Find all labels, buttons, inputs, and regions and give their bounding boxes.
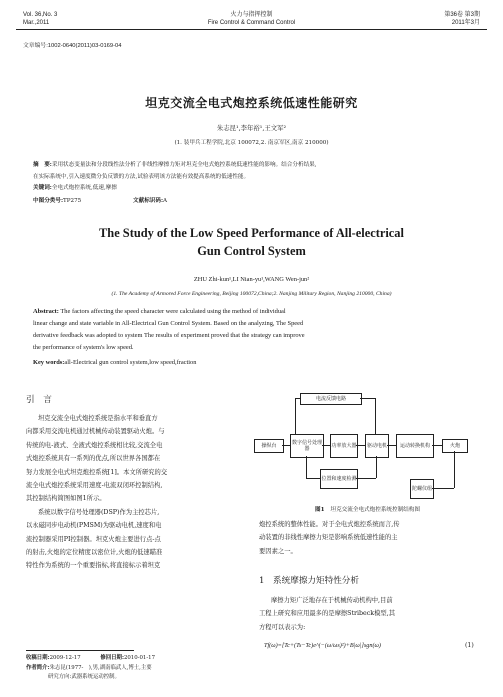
keywords-cn-label: 关键词: [33,185,52,191]
doc-code-value: A [163,198,168,204]
affiliation-en: (1. The Academy of Armored Force Engineering, Beijing 100072,China;2. Nanjing Military Region, Nanjing 210000, China) [111,291,392,297]
figure-caption-text: 坦克交流全电式炮控系统控制结构图 [330,507,420,513]
authors-cn: 朱志昆¹,李年裕¹,王文军² [216,124,287,132]
abstract-en-line2: linear change and state variable in All-Electrical Gun Control System. Based on the analyzing, The Speed [33,320,304,327]
left-p1-l4: 努力发展全电式坦克炮控系统[1]。本文所研究的交 [26,468,168,476]
left-column [26,412,244,573]
keywords-cn [33,183,117,195]
arrow-motor-convert [387,445,396,446]
keywords-en [33,357,196,369]
line-feedback-dsp [295,398,296,434]
header-rule [16,29,487,30]
author-line2: 研究方向:武器系统运动控制。 [48,674,120,680]
left-p1-l3: 式炮控系统具有一系列的优点,所以世界各国都在 [26,455,161,463]
abstract-cn-line2: 在实际系统中,引入速度微分负反馈的方法,试验表明该方法能有效提高系统的低速性能。 [33,173,250,180]
left-p2-l3: 的射击,火炮的定位精度以密位计,火炮的低速瞄准 [26,549,163,557]
abstract-en [33,306,473,354]
keywords-en-label: Key words: [33,359,65,366]
received-date: 2009-12-17 [49,655,81,661]
article-number: 文章编号:1002-0640(2011)03-0169-04 [23,43,122,49]
motion-conversion-box: 运动转换机构 [396,434,434,458]
keywords-cn-text: 全电式炮控系统,低速,摩擦 [51,185,117,191]
footnote-rule [26,650,134,651]
author-line1: 朱志昆(1977- ),男,湖南临武人,博士,主要 [49,664,152,671]
left-p2-l1: 以永磁同步电动机(PMSM)为驱动电机,速度和电 [26,522,162,530]
abstract-en-line4: the performance of system's low speed. [33,344,134,351]
line-motor-detect [376,456,377,478]
figure-caption-label: 图1 [314,507,325,513]
title-en-line2: Gun Control System [197,244,306,258]
intro-heading: 引 言 [26,395,52,405]
dsp-box: 数字信号处理器 [290,434,324,458]
left-p2 [26,506,244,573]
right-p2-l0: 摩擦力矩广泛地存在于机械传动机构中,目前 [271,597,393,604]
left-p1-l5: 流全电式炮控系统采用速度-电流双闭环控制结构, [26,482,163,490]
doc-code [133,196,167,208]
keywords-en-text: all-Electrical gun control system,low speed,fraction [64,359,197,366]
title-en-line1: The Study of the Low Speed Performance of All-electrical [99,226,404,240]
right-column-p1 [259,518,481,558]
line-gyro-right [432,488,454,489]
left-p1-l6: 其控制结构简图如图1所示。 [26,495,106,503]
power-amp-box: 功率放大器 [330,434,358,458]
abstract-cn [33,160,473,183]
current-feedback-box: 电流反馈电路 [300,393,362,405]
right-p2-l2: 方程可以表示为: [259,623,306,631]
equation-1-number: (1) [465,642,474,649]
clc-value: TP275 [63,198,82,204]
received-label: 收稿日期: [26,655,50,661]
header-journal-cn: 火力与指挥控制 [230,12,273,18]
left-p1-l0: 坦克交流全电式炮控系统是指水平和垂直方 [38,415,158,422]
console-box: 操纵台 [254,439,284,453]
left-p2-l4: 特性作为系统的一个重要指标,将直接标示着坦克 [26,562,161,570]
arrow-convert-gun [432,445,442,446]
author-label: 作者简介: [26,664,50,671]
right-p1-l0: 炮控系统的整体性能。对于全电式炮控系统而言,传 [259,521,400,528]
gyro-box: 陀螺仪组 [410,479,434,499]
left-p2-l2: 流控制器采用PI控制器。坦克火炮主要进行点-点 [26,535,161,543]
line-feedback-right [360,398,376,399]
drive-motor-box: 驱动电机 [365,434,389,458]
line-detect-left [306,478,320,479]
title-cn: 坦克交流全电式炮控系统低速性能研究 [145,96,358,110]
abstract-cn-line1: 采用状态变量法和分段线性法分析了非线性摩擦力矩对坦克全电式炮控系统低速性能的影响。结合分析结果, [51,162,317,168]
abstract-en-line3: derivative feedback was adopted to system The results of experiment proved that the strategy can improve [33,332,305,339]
arrow-console-dsp [282,445,290,446]
abstract-en-line1: The factors affecting the speed character were calculated using the method of individual [60,308,286,315]
revised-date: 2010-01-17 [123,655,156,661]
equation-1: Tf(ω)=[Tc+(Ts−Tc)e^(−(ω/ωs)²)+B|ω|]sgn(ω) [264,642,381,649]
figure-1-caption [250,505,485,513]
footnote [26,654,246,683]
left-p1-l1: 向都采用交流电机通过机械传动装置驱动火炮。与 [26,428,165,436]
right-p1-l1: 动装置的非线性摩擦力矩是影响系统低速性能的主 [259,534,398,542]
figure-1-diagram [250,389,485,501]
authors-en: ZHU Zhi-kun¹,LI Nian-yu¹,WANG Wen-jun² [193,276,310,283]
left-p1-l2: 传统的电-液式、全液式炮控系统相比较,交流全电 [26,441,163,449]
section-1-heading: 1 系统摩擦力矩特性分析 [259,576,359,586]
arrow-dsp-amp [322,445,330,446]
header-journal-en: Fire Control & Command Control [207,20,296,26]
line-detect-right [356,478,376,479]
line-gun-gyro [454,451,455,488]
left-p1 [26,412,244,506]
header-date: Mar.,2011 [23,20,50,26]
abstract-en-label: Abstract: [33,308,59,315]
gun-box: 火炮 [442,439,468,453]
doc-code-label: 文献标识码: [133,198,164,204]
right-p1-l2: 要因素之一。 [259,547,297,555]
clc-label: 中图分类号: [33,198,64,204]
revised-label: 修回日期: [100,655,124,661]
clc-number [33,196,81,208]
header-date-cn: 2011年3月 [451,20,480,26]
header-issue: 第36卷 第3期 [444,12,480,18]
position-speed-detect-box: 位置和速度检测 [320,469,358,489]
affiliation-cn: (1. 装甲兵工程学院,北京 100072,2. 南京军区,南京 210000) [174,140,329,146]
right-p2-l1: 工程上研究和应用最多的是摩擦Stribeck模型,其 [259,610,396,618]
arrow-amp-motor [356,445,365,446]
abstract-cn-label: 摘 要: [33,162,52,168]
header-vol: Vol. 36,No. 3 [23,12,58,18]
right-column-p2 [259,594,481,634]
line-detect-dsp [306,456,307,478]
left-p2-l0: 系统以数字信号处理器(DSP)作为主控芯片, [38,508,160,516]
line-feedback-down [375,398,376,434]
